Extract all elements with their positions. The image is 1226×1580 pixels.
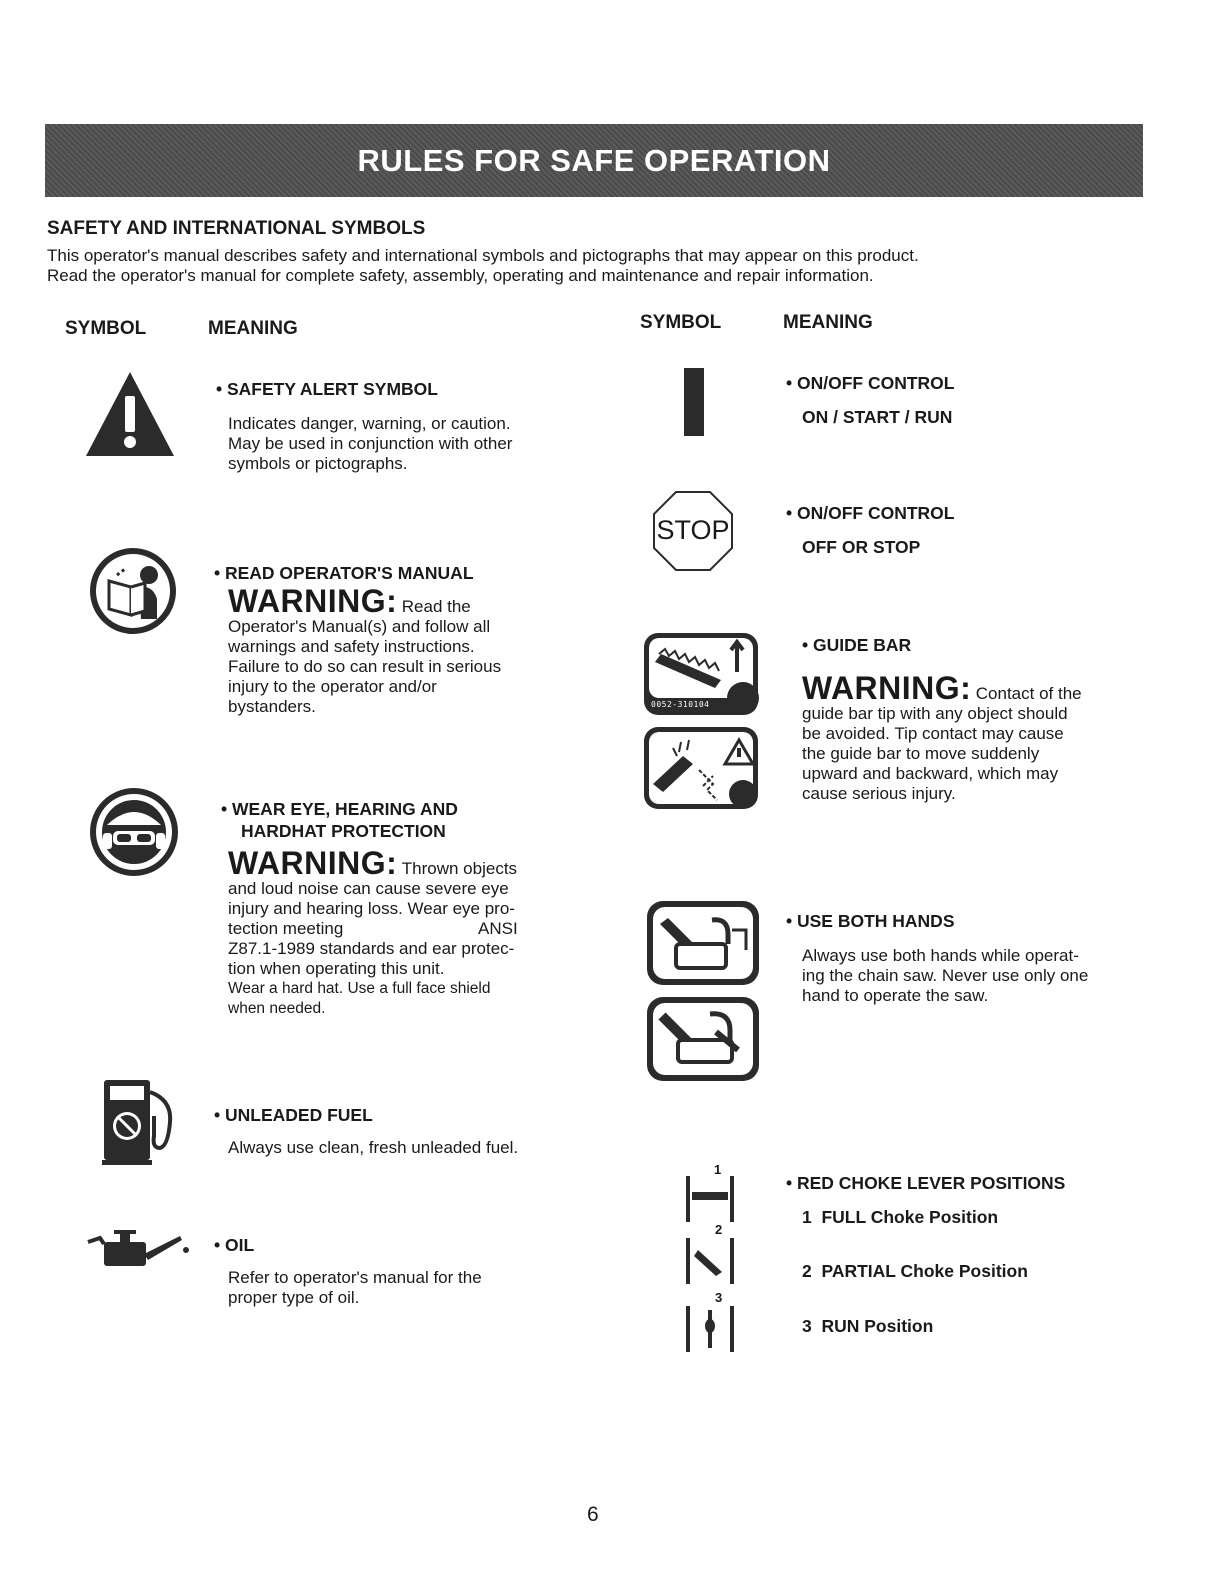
guide-bar-warning: WARNING: Contact of the guide bar tip with any object should be avoided. Tip contact may cause the guide bar to move suddenly upward and backward, which may cause serious injury. bbox=[802, 670, 1082, 803]
stop-label: STOP bbox=[656, 515, 730, 545]
choke-title: • RED CHOKE LEVER POSITIONS bbox=[786, 1173, 1066, 1193]
left-symbol-header: SYMBOL bbox=[65, 318, 147, 339]
oil-text: Refer to operator's manual for the proper type of oil. bbox=[228, 1268, 482, 1307]
choke-position-1: 1 FULL Choke Position bbox=[802, 1207, 999, 1227]
safety-alert-title: • SAFETY ALERT SYMBOL bbox=[216, 379, 438, 399]
on-control-title: • ON/OFF CONTROL bbox=[786, 373, 955, 393]
read-manual-warning: WARNING: Read the Operator's Manual(s) and follow all warnings and safety instructions. Failure to do so can result in serious injury to the operator and/or bystanders. bbox=[228, 583, 502, 716]
choke-position-2: 2 PARTIAL Choke Position bbox=[802, 1261, 1028, 1281]
safety-alert-text: Indicates danger, warning, or caution. May be used in conjunction with other symbols or pictographs. bbox=[228, 414, 513, 473]
read-manual-icon bbox=[87, 545, 179, 637]
read-manual-title: • READ OPERATOR'S MANUAL bbox=[214, 563, 474, 583]
safety-alert-icon bbox=[84, 368, 176, 460]
fuel-title: • UNLEADED FUEL bbox=[214, 1105, 373, 1125]
banner-title: RULES FOR SAFE OPERATION bbox=[357, 142, 831, 178]
choke-marker-1: 1 bbox=[714, 1162, 722, 1177]
decal-code: 0052-310104 bbox=[651, 700, 710, 709]
on-bar-icon bbox=[684, 368, 704, 436]
guide-bar-tip-contact-icon bbox=[643, 726, 759, 810]
warning-label: WARNING: bbox=[228, 845, 398, 881]
warning-label: WARNING: bbox=[228, 583, 398, 619]
intro-line-2: Read the operator's manual for complete safety, assembly, operating and maintenance and repair information. bbox=[47, 266, 874, 285]
right-symbol-header: SYMBOL bbox=[640, 312, 722, 333]
intro-text bbox=[47, 246, 1147, 286]
stop-octagon-icon bbox=[652, 490, 734, 572]
title-banner bbox=[45, 124, 1143, 197]
warning-label: WARNING: bbox=[802, 670, 972, 706]
protection-title: • WEAR EYE, HEARING AND HARDHAT PROTECTION bbox=[221, 799, 458, 841]
guide-bar-kickback-icon bbox=[643, 632, 759, 716]
fuel-pump-icon bbox=[102, 1076, 182, 1166]
both-hands-icon-1 bbox=[646, 900, 760, 986]
protection-warning: WARNING: Thrown objects and loud noise can cause severe eye injury and hearing loss. Wear eye pro- tection meeting ANSI Z87.1-1989 standards and ear protec- tion when operating this unit. Wear a hard hat. Use a full face shield when needed. bbox=[228, 845, 518, 1017]
oil-can-icon bbox=[86, 1228, 192, 1272]
off-control-subtitle: OFF OR STOP bbox=[802, 537, 921, 557]
choke-marker-3: 3 bbox=[715, 1290, 723, 1305]
guide-bar-title: • GUIDE BAR bbox=[802, 635, 912, 655]
left-meaning-header: MEANING bbox=[208, 318, 298, 339]
off-control-title: • ON/OFF CONTROL bbox=[786, 503, 955, 523]
both-hands-icon-2 bbox=[646, 996, 760, 1082]
on-control-subtitle: ON / START / RUN bbox=[802, 407, 953, 427]
both-hands-title: • USE BOTH HANDS bbox=[786, 911, 955, 931]
section-title: SAFETY AND INTERNATIONAL SYMBOLS bbox=[47, 218, 426, 239]
choke-marker-2: 2 bbox=[715, 1222, 723, 1237]
choke-partial-icon bbox=[686, 1238, 734, 1284]
page-number: 6 bbox=[587, 1503, 599, 1526]
choke-full-icon bbox=[686, 1176, 734, 1222]
protection-gear-icon bbox=[87, 785, 181, 879]
fuel-text: Always use clean, fresh unleaded fuel. bbox=[228, 1138, 519, 1157]
right-meaning-header: MEANING bbox=[783, 312, 873, 333]
both-hands-text: Always use both hands while operat- ing the chain saw. Never use only one hand to operate the saw. bbox=[802, 946, 1089, 1005]
choke-run-icon bbox=[686, 1306, 734, 1352]
intro-line-1: This operator's manual describes safety and international symbols and pictographs that may appear on this product. bbox=[47, 246, 919, 265]
oil-title: • OIL bbox=[214, 1235, 255, 1255]
choke-position-3: 3 RUN Position bbox=[802, 1316, 934, 1336]
